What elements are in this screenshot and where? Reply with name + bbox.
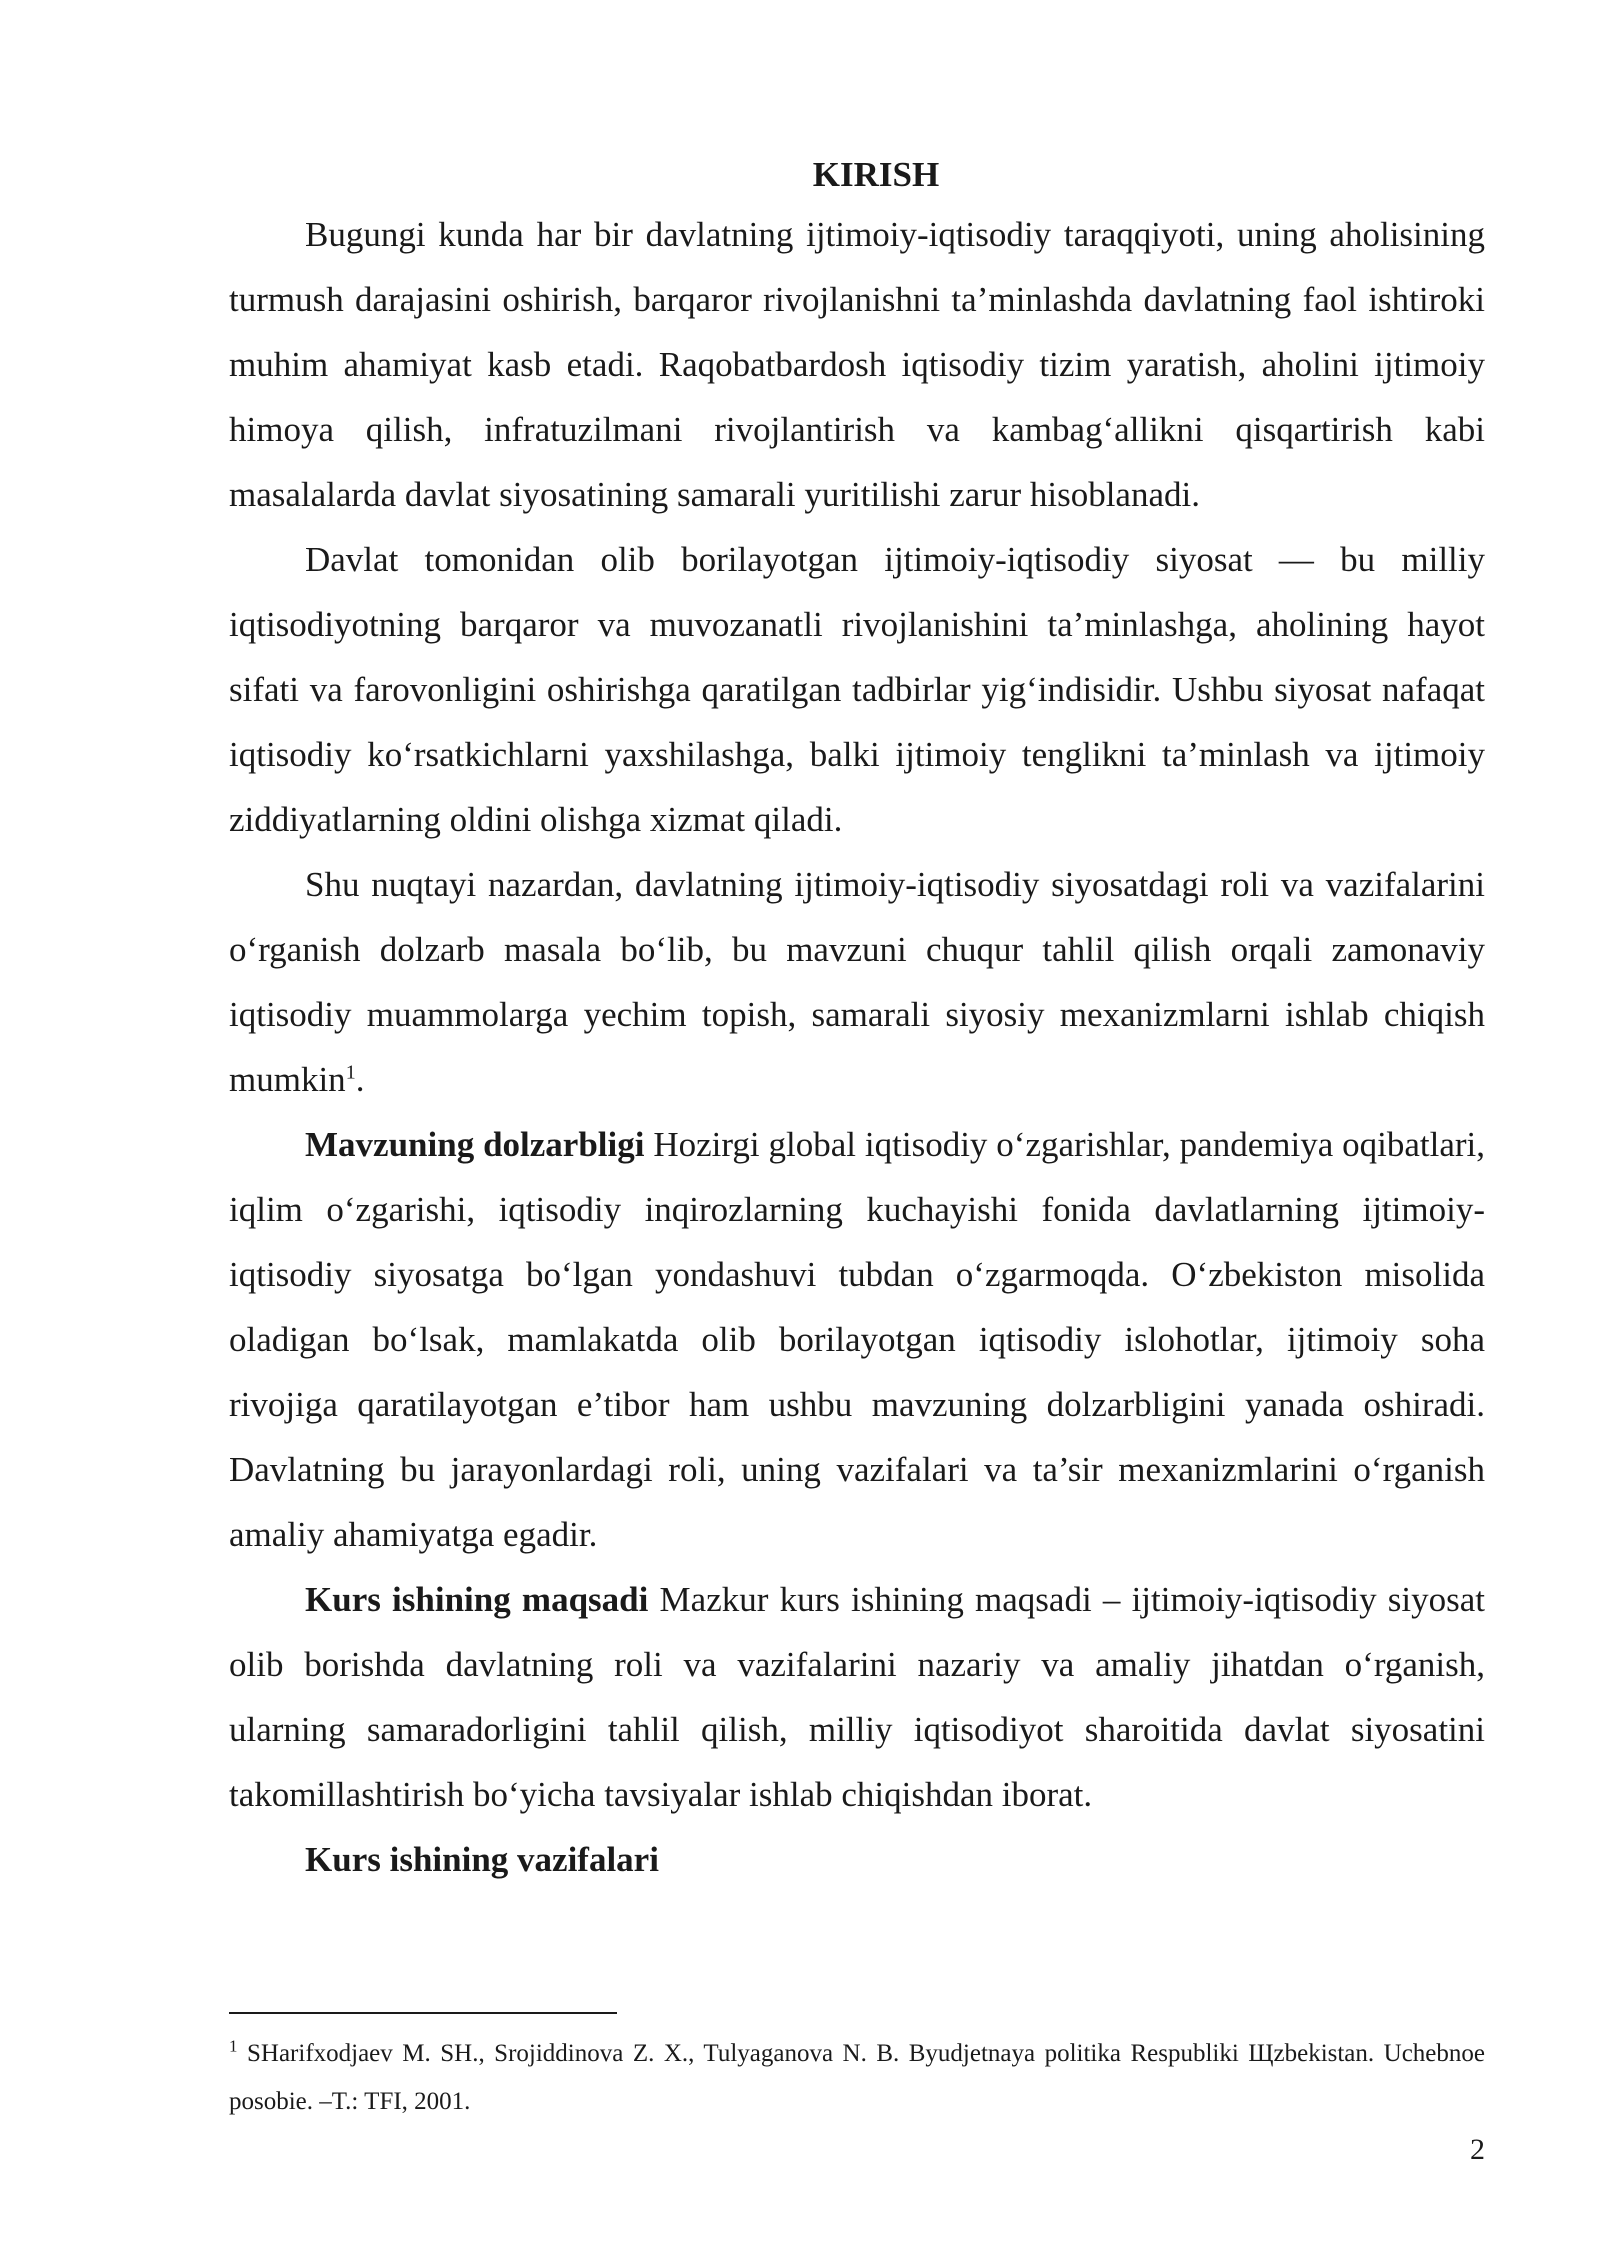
paragraph-relevance [229,1112,1485,1567]
footnote-text: SHarifxodjaev M. SH., Srojiddinova Z. X., Tulyaganova N. B. Byudjetnaya politika Respubliki Щzbekistan. Uchebnoe posobie. –T.: TFI, 2001. [229,2040,1485,2115]
page-number: 2 [1470,2133,1485,2166]
footnote-divider [229,2012,617,2014]
paragraph-goal [229,1567,1485,1827]
paragraph-intro: Bugungi kunda har bir davlatning ijtimoiy-iqtisodiy taraqqiyoti, uning aholisining turmush darajasini oshirish, barqaror rivojlanishni ta’minlashda davlatning faol ishtiroki muhim ahamiyat kasb etadi. Raqobatbardosh iqtisodiy tizim yaratish, aholini ijtimoiy himoya qilish, infratuzilmani rivojlantirish va kambag‘allikni qisqartirish kabi masalalarda davlat siyosatining samarali yuritilishi zarur hisoblanadi. [229,215,1485,514]
paragraph-end-punctuation: . [355,1060,365,1099]
footnote-reference[interactable]: 1 [345,1061,356,1084]
paragraph-policy-definition: Davlat tomonidan olib borilayotgan ijtimoiy-iqtisodiy siyosat — bu milliy iqtisodiyotning barqaror va muvozanatli rivojlanishini ta’minlashga, aholining hayot sifati va farovonligini oshirishga qaratilgan tadbirlar yig‘indisidir. Ushbu siyosat nafaqat iqtisodiy ko‘rsatkichlarni yaxshilashga, balki ijtimoiy tenglikni ta’minlash va ijtimoiy ziddiyatlarning oldini olishga xizmat qiladi. [229,540,1485,839]
paragraph-importance-text: Shu nuqtayi nazardan, davlatning ijtimoiy-iqtisodiy siyosatdagi roli va vazifalarini o‘rganish dolzarb masala bo‘lib, bu mavzuni chuqur tahlil qilish orqali zamonaviy iqtisodiy muammolarga yechim topish, samarali siyosiy mexanizmlarni ishlab chiqish mumkin [229,865,1485,1099]
paragraph-importance [229,852,1485,1112]
goal-text: Mazkur kurs ishining maqsadi – ijtimoiy-iqtisodiy siyosat olib borishda davlatning roli va vazifalarini nazariy va amaliy jihatdan o‘rganish, ularning samaradorligini tahlil qilish, milliy iqtisodiyot sharoitida davlat siyosatini takomillashtirish bo‘yicha tavsiyalar ishlab chiqishdan iborat. [229,1580,1486,1814]
goal-lead: Kurs ishining maqsadi [305,1580,649,1619]
relevance-lead: Mavzuning dolzarbligi [305,1125,645,1164]
footnote [229,2030,1485,2126]
footnote-number: 1 [229,2036,238,2056]
relevance-text: Hozirgi global iqtisodiy o‘zgarishlar, pandemiya oqibatlari, iqlim o‘zgarishi, iqtisodiy inqirozlarning kuchayishi fonida davlatlarning ijtimoiy-iqtisodiy siyosatga bo‘lgan yondashuvi tubdan o‘zgarmoqda. O‘zbekiston misolida oladigan bo‘lsak, mamlakatda olib borilayotgan iqtisodiy islohotlar, ijtimoiy soha rivojiga qaratilayotgan e’tibor ham ushbu mavzuning dolzarbligini yanada oshiradi. Davlatning bu jarayonlardagi roli, uning vazifalari va ta’sir mexanizmlarini o‘rganish amaliy ahamiyatga egadir. [229,1125,1485,1554]
page-title: KIRISH [812,155,940,194]
section-subheading: Kurs ishining vazifalari [305,1840,659,1879]
page-body [229,148,1485,1892]
